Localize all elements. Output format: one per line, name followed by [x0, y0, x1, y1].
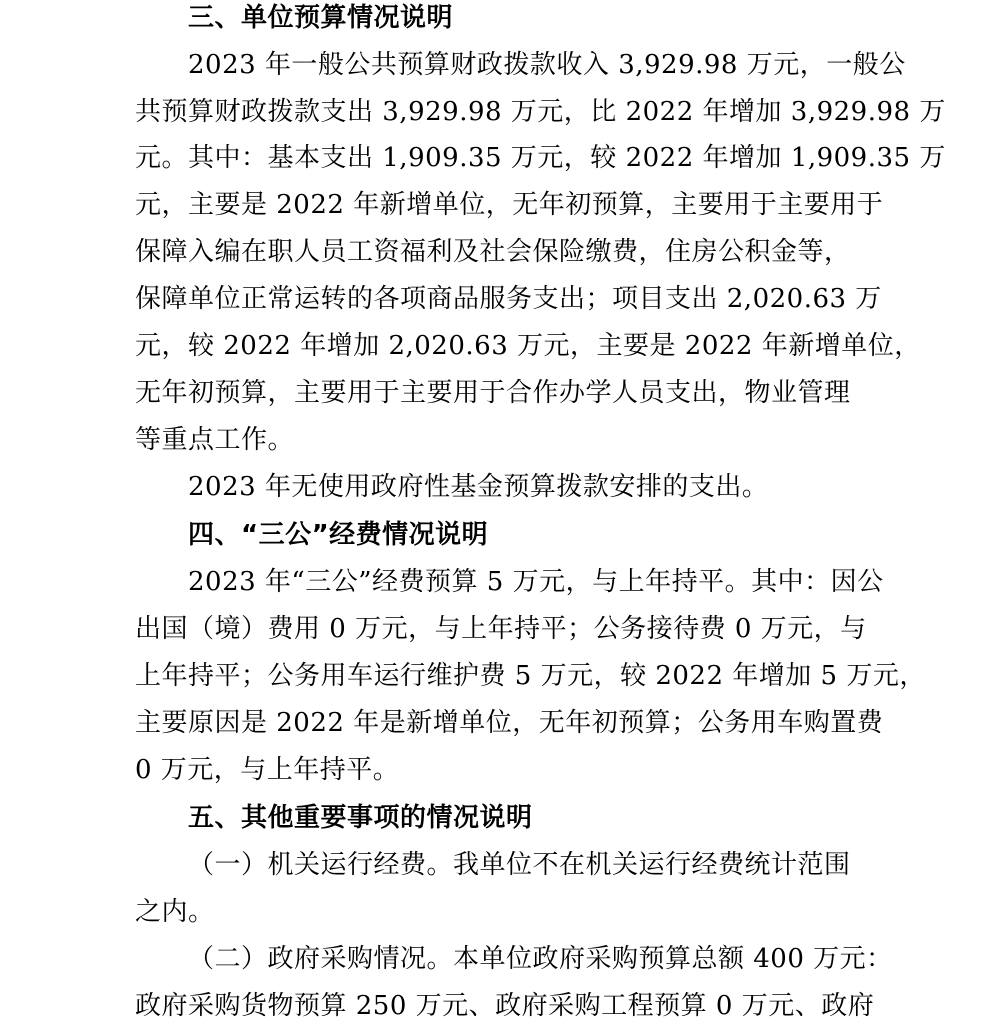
paragraph-line: 共预算财政拨款支出 3,929.98 万元，比 2022 年增加 3,929.98 万: [135, 97, 946, 127]
paragraph-line: 政府采购货物预算 250 万元、政府采购工程预算 0 万元、政府: [135, 991, 875, 1021]
paragraph-line: 主要原因是 2022 年是新增单位，无年初预算；公务用车购置费: [135, 708, 884, 738]
paragraph-line: （二）政府采购情况。本单位政府采购预算总额 400 万元：: [188, 944, 893, 974]
paragraph-line: 元。其中：基本支出 1,909.35 万元，较 2022 年增加 1,909.35 万: [135, 143, 946, 173]
paragraph-line: 出国（境）费用 0 万元，与上年持平；公务接待费 0 万元，与: [135, 614, 867, 644]
paragraph-line: 元，较 2022 年增加 2,020.63 万元，主要是 2022 年新增单位，: [135, 331, 921, 361]
paragraph-line: 2023 年一般公共预算财政拨款收入 3,929.98 万元，一般公: [188, 50, 906, 80]
paragraph-line: 2023 年无使用政府性基金预算拨款安排的支出。: [188, 472, 769, 502]
paragraph-line: （一）机关运行经费。我单位不在机关运行经费统计范围: [188, 850, 851, 880]
paragraph-line: 保障单位正常运转的各项商品服务支出；项目支出 2,020.63 万: [135, 284, 882, 314]
paragraph-line: 0 万元，与上年持平。: [135, 755, 400, 785]
section-heading-unit-budget: 三、单位预算情况说明: [188, 3, 454, 33]
paragraph-line: 元，主要是 2022 年新增单位，无年初预算，主要用于主要用于: [135, 190, 884, 220]
section-heading-three-public-expenses: 四、“三公”经费情况说明: [188, 520, 489, 550]
paragraph-line: 之内。: [135, 897, 215, 927]
paragraph-line: 上年持平；公务用车运行维护费 5 万元，较 2022 年增加 5 万元，: [135, 661, 926, 691]
section-heading-other-matters: 五、其他重要事项的情况说明: [188, 803, 533, 833]
paragraph-line: 保障入编在职人员工资福利及社会保险缴费，住房公积金等，: [135, 237, 851, 267]
paragraph-line: 无年初预算，主要用于主要用于合作办学人员支出，物业管理: [135, 378, 851, 408]
paragraph-line: 2023 年“三公”经费预算 5 万元，与上年持平。其中：因公: [188, 567, 884, 597]
paragraph-line: 等重点工作。: [135, 425, 295, 455]
